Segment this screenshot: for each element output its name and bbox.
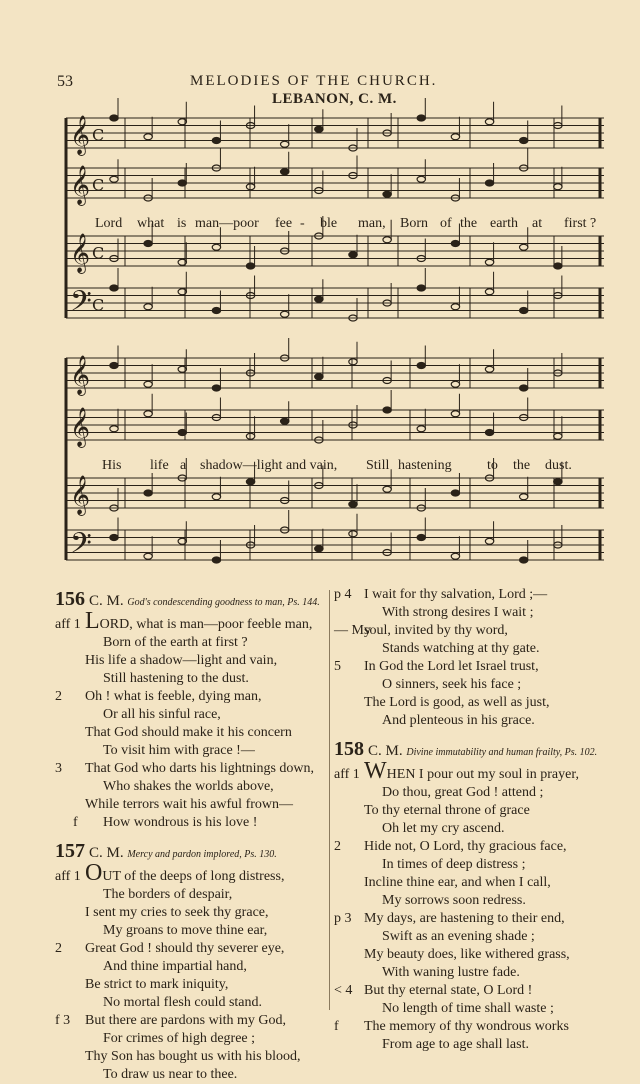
hymn-line (55, 742, 327, 760)
lyric-syllable: Born (400, 216, 428, 231)
lyric-syllable: first ? (564, 216, 597, 231)
treble-clef: 𝄞 (70, 165, 91, 205)
hymn-line (334, 1000, 634, 1018)
line-text: Still hastening to the dust. (103, 671, 249, 686)
note-head (520, 308, 528, 314)
verse-mark: f (334, 1019, 339, 1034)
verse-mark: f (73, 815, 78, 830)
hymn-meter: C. M. (368, 743, 407, 759)
line-text: Oh let my cry ascend. (382, 821, 505, 836)
lyric-syllable: Still (366, 458, 390, 473)
note-head (554, 433, 562, 439)
lyric-syllable: to (487, 458, 498, 473)
hymn-line (55, 688, 327, 706)
verse-mark: p 4 (334, 587, 352, 602)
line-text: Be strict to mark iniquity, (85, 977, 229, 992)
hymn-line (334, 676, 634, 694)
hymn-line (55, 778, 327, 796)
time-signature: C (92, 175, 105, 195)
note-head (485, 430, 493, 436)
lyric-syllable: life (150, 458, 169, 473)
note-head (349, 252, 357, 258)
line-text: How wondrous is his love ! (103, 815, 258, 830)
line-text: Hide not, O Lord, thy gracious face, (364, 839, 567, 854)
note-head (417, 535, 425, 541)
line-text: I sent my cries to seek thy grace, (85, 905, 269, 920)
note-head (417, 115, 425, 121)
note-head (417, 285, 425, 291)
hymn-line (334, 784, 634, 802)
hymn-line (334, 928, 634, 946)
page-number: 53 (57, 73, 73, 90)
line-text: While terrors wait his awful frown— (85, 797, 293, 812)
hymn-line (55, 940, 327, 958)
lyric-syllable: hastening (398, 458, 452, 473)
tune-title: LEBANON, C. M. (272, 91, 397, 107)
note-head (485, 366, 493, 372)
note-head (178, 430, 186, 436)
note-head (315, 296, 323, 302)
lyric-syllable: earth (490, 216, 518, 231)
note-head (281, 418, 289, 424)
note-head (246, 479, 254, 485)
lyric-syllable: of (440, 216, 452, 231)
line-text: In God the Lord let Israel trust, (364, 659, 539, 674)
hymn-meter: C. M. (89, 845, 128, 861)
hymn-line (55, 1048, 327, 1066)
note-head (144, 304, 152, 310)
line-text: My days, are hastening to their end, (364, 911, 565, 926)
line-text: No mortal flesh could stand. (103, 995, 263, 1010)
lyric-syllable: ble (320, 216, 338, 231)
time-signature: C (92, 125, 105, 145)
note-head (383, 237, 391, 243)
line-text: Incline thine ear, and when I call, (364, 875, 551, 890)
running-head: MELODIES OF THE CHURCH. (190, 73, 438, 89)
note-head (212, 244, 220, 250)
hymn-heading (55, 590, 327, 612)
note-head (110, 535, 118, 541)
note-head (554, 184, 562, 190)
hymn-line (55, 1012, 327, 1030)
hymn-number: 157 (55, 840, 85, 862)
line-text: That God who darts his lightnings down, (85, 761, 315, 776)
hymn-heading (55, 842, 327, 864)
note-head (417, 363, 425, 369)
bass-clef: 𝄢 (70, 527, 92, 567)
hymn-line (334, 622, 634, 640)
hymn-line (334, 658, 634, 676)
hymn-line (334, 964, 634, 982)
note-head (281, 141, 289, 147)
note-head (520, 244, 528, 250)
line-text: To thy eternal throne of grace (364, 803, 530, 818)
hymn-line (334, 1036, 634, 1054)
line-text: To visit him with grace !— (103, 743, 255, 758)
note-head (110, 285, 118, 291)
note-head (485, 289, 493, 295)
note-head (349, 359, 357, 365)
right-column (334, 586, 634, 1054)
hymn-line (55, 860, 327, 886)
note-head (451, 304, 459, 310)
hymn-line (55, 976, 327, 994)
note-head (520, 385, 528, 391)
line-text: But there are pardons with my God, (85, 1013, 287, 1028)
line-text: With waning lustre fade. (382, 965, 520, 980)
lyric-syllable: dust. (545, 458, 572, 473)
note-head (451, 411, 459, 417)
hymn-line (334, 856, 634, 874)
note-head (417, 426, 425, 432)
drop-cap: O (85, 860, 103, 886)
note-head (212, 494, 220, 500)
note-head (246, 184, 254, 190)
line-text: Great God ! should thy severer eye, (85, 941, 285, 956)
lyric-syllable: at (532, 216, 543, 231)
verse-mark: aff 1 (55, 617, 81, 632)
left-column (55, 590, 327, 1084)
line-text: From age to age shall last. (382, 1037, 529, 1052)
hymn-line (55, 904, 327, 922)
hymn-subject: God's condescending goodness to man, Ps. 144. (127, 597, 320, 608)
verse-mark: 2 (55, 941, 62, 956)
line-text: Who shakes the worlds above, (103, 779, 274, 794)
hymn-line (55, 886, 327, 904)
hymn-line (334, 892, 634, 910)
note-head (110, 176, 118, 182)
hymn-line (334, 982, 634, 1000)
line-text: My beauty does, like withered grass, (364, 947, 570, 962)
line-text: Do thou, great God ! attend ; (382, 785, 544, 800)
note-head (110, 363, 118, 369)
staves-group (66, 98, 604, 567)
hymn-number: 158 (334, 738, 364, 760)
lyric-syllable: the (460, 216, 478, 231)
bass-clef: 𝄢 (70, 285, 92, 325)
note-head (144, 381, 152, 387)
treble-clef: 𝄞 (70, 475, 91, 515)
note-head (383, 191, 391, 197)
line-text: Or all his sinful race, (103, 707, 221, 722)
note-head (485, 180, 493, 186)
note-head (212, 557, 220, 563)
verse-mark: f 3 (55, 1013, 71, 1028)
line-text: With strong desires I wait ; (382, 605, 534, 620)
note-head (485, 259, 493, 265)
line-text: For crimes of high degree ; (103, 1031, 256, 1046)
line-text: And thine impartial hand, (103, 959, 247, 974)
note-head (246, 433, 254, 439)
verse-mark: aff 1 (55, 869, 81, 884)
note-head (451, 134, 459, 140)
hymn-line (334, 694, 634, 712)
hymn-line (55, 814, 327, 832)
lyric-syllable: is (177, 216, 187, 231)
verse-mark: < 4 (334, 983, 353, 998)
line-text: UT of the deeps of long distress, (102, 869, 285, 884)
note-head (554, 263, 562, 269)
note-head (520, 138, 528, 144)
note-head (315, 374, 323, 380)
verse-mark: p 3 (334, 911, 352, 926)
lyric-syllable: His (102, 458, 122, 473)
line-text: I wait for thy salvation, Lord ;— (364, 587, 548, 602)
hymn-line (55, 634, 327, 652)
note-head (315, 126, 323, 132)
hymn-line (55, 706, 327, 724)
hymn-line (334, 838, 634, 856)
verse-mark: 3 (55, 761, 62, 776)
hymn-subject: Divine immutability and human frailty, Ps. 102. (406, 747, 598, 758)
line-text: No length of time shall waste ; (382, 1001, 554, 1016)
note-head (178, 180, 186, 186)
hymn-line (334, 586, 634, 604)
line-text: And plenteous in his grace. (382, 713, 535, 728)
note-head (212, 385, 220, 391)
hymn-heading (334, 740, 634, 762)
time-signature: C (92, 295, 105, 315)
line-text: HEN I pour out my soul in prayer, (386, 767, 579, 782)
note-head (520, 557, 528, 563)
note-head (383, 486, 391, 492)
line-text: My groans to move thine ear, (103, 923, 268, 938)
line-text: That God should make it his concern (85, 725, 292, 740)
hymn-meter: C. M. (89, 593, 128, 609)
hymn-line (334, 712, 634, 730)
hymn-line (55, 958, 327, 976)
hymn-line (55, 724, 327, 742)
note-head (110, 115, 118, 121)
hymn-line (55, 922, 327, 940)
hymn-line (55, 760, 327, 778)
line-text: O sinners, seek his face ; (382, 677, 522, 692)
hymn-line (55, 670, 327, 688)
hymn-line (55, 796, 327, 814)
drop-cap: L (85, 608, 100, 634)
note-head (281, 169, 289, 175)
note-head (349, 531, 357, 537)
treble-clef: 𝄞 (70, 233, 91, 273)
verse-mark: 5 (334, 659, 341, 674)
note-head (315, 546, 323, 552)
note-head (451, 241, 459, 247)
note-head (144, 411, 152, 417)
line-text: The memory of thy wondrous works (364, 1019, 569, 1034)
line-text: The borders of despair, (103, 887, 233, 902)
line-text: In times of deep distress ; (382, 857, 526, 872)
note-head (451, 490, 459, 496)
line-text: Thy Son has bought us with his blood, (85, 1049, 301, 1064)
hymn-line (334, 640, 634, 658)
hymn-line (55, 1066, 327, 1084)
lyric-syllable: man—poor (195, 216, 259, 231)
note-head (212, 138, 220, 144)
time-signature: C (92, 243, 105, 263)
lyric-syllable: - (300, 216, 305, 231)
note-head (383, 407, 391, 413)
note-head (554, 479, 562, 485)
note-head (485, 538, 493, 544)
lyric-syllable: what (137, 216, 165, 231)
note-head (144, 490, 152, 496)
verse-mark: 2 (334, 839, 341, 854)
line-text: Stands watching at thy gate. (382, 641, 540, 656)
note-head (281, 311, 289, 317)
note-head (451, 553, 459, 559)
hymn-line (334, 758, 634, 784)
hymn-line (334, 946, 634, 964)
note-head (451, 381, 459, 387)
line-text: My sorrows soon redress. (382, 893, 526, 908)
lyric-syllable: man, (358, 216, 386, 231)
hymn-line (55, 1030, 327, 1048)
line-text: Born of the earth at first ? (103, 635, 248, 650)
verse-mark: 2 (55, 689, 62, 704)
note-head (520, 494, 528, 500)
note-head (144, 134, 152, 140)
hymn-line (55, 994, 327, 1012)
drop-cap: W (364, 758, 387, 784)
verse-mark: — My (334, 623, 371, 638)
line-text: The Lord is good, as well as just, (364, 695, 550, 710)
hymn-line (334, 910, 634, 928)
line-text: Swift as an evening shade ; (382, 929, 535, 944)
line-text: ORD, what is man—poor feeble man, (99, 617, 313, 632)
lyric-syllable: Lord (95, 216, 123, 231)
hymn-line (55, 608, 327, 634)
hymn-line (55, 652, 327, 670)
treble-clef: 𝄞 (70, 407, 91, 447)
lyric-syllable: fee (275, 216, 293, 231)
hymn-line (334, 874, 634, 892)
note-head (485, 119, 493, 125)
lyric-syllable: shadow—light and vain, (200, 458, 338, 473)
note-head (144, 553, 152, 559)
note-head (349, 501, 357, 507)
line-text: Oh ! what is feeble, dying man, (85, 689, 262, 704)
note-head (144, 241, 152, 247)
hymn-number: 156 (55, 588, 85, 610)
line-text: To draw us near to thee. (103, 1067, 238, 1082)
note-head (417, 176, 425, 182)
treble-clef: 𝄞 (70, 355, 91, 395)
column-divider (329, 590, 330, 1010)
hymn-subject: Mercy and pardon implored, Ps. 130. (127, 849, 277, 860)
hymn-line (334, 1018, 634, 1036)
lyric-syllable: a (180, 458, 187, 473)
line-text: soul, invited by thy word, (364, 623, 508, 638)
line-text: But thy eternal state, O Lord ! (364, 983, 533, 998)
hymn-line (334, 802, 634, 820)
lyric-syllable: the (513, 458, 531, 473)
note-head (212, 308, 220, 314)
line-text: His life a shadow—light and vain, (85, 653, 278, 668)
note-head (110, 426, 118, 432)
verse-mark: aff 1 (334, 767, 360, 782)
hymn-line (334, 820, 634, 838)
note-head (246, 263, 254, 269)
hymn-line (334, 604, 634, 622)
treble-clef: 𝄞 (70, 115, 91, 155)
